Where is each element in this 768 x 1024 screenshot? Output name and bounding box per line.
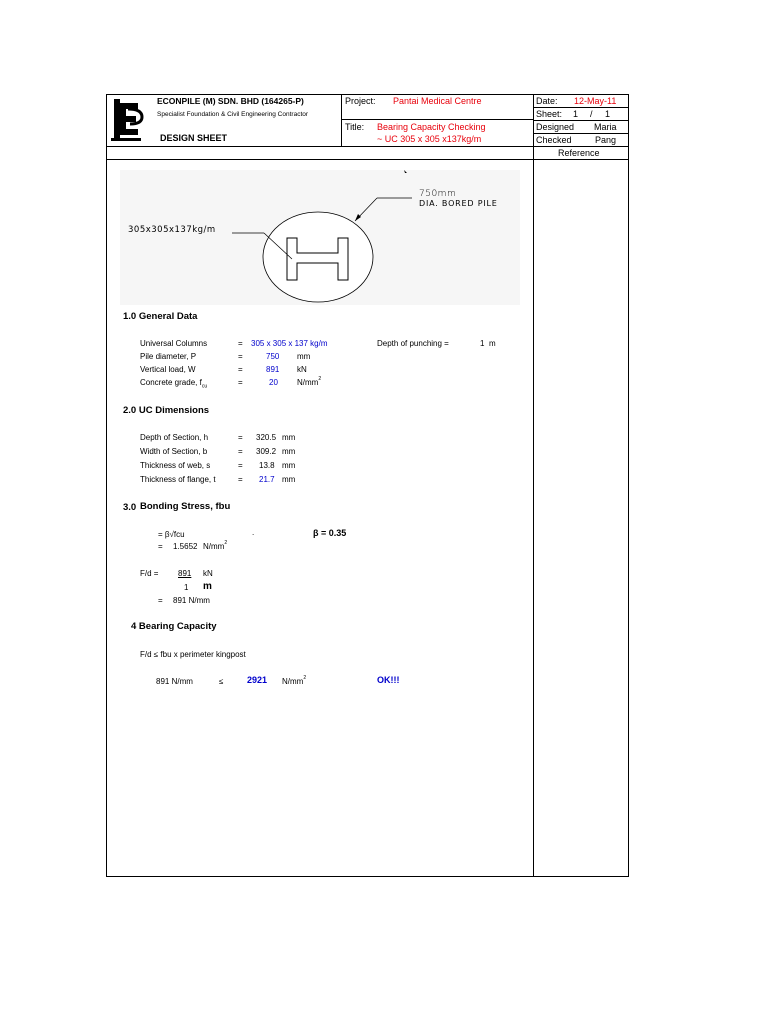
uc-eq-3: =: [238, 475, 243, 484]
bonding-result-unit: $N/mm^2$: [203, 540, 228, 551]
project-value: Pantai Medical Centre: [393, 96, 482, 106]
uc-dimensions-heading: 2.0 UC Dimensions: [123, 405, 210, 416]
gd-eq-0: =: [238, 339, 243, 348]
uc-value-2: 13.8: [259, 461, 275, 470]
gd-eq-1: =: [238, 352, 243, 361]
fd-numerator-unit: kN: [203, 569, 213, 578]
title-line-1: Bearing Capacity Checking: [377, 122, 486, 132]
uc-unit-1: mm: [282, 447, 296, 456]
uc-unit-2: mm: [282, 461, 296, 470]
gd-unit-1: mm: [297, 352, 311, 361]
bonding-formula: = β√fcu: [158, 530, 185, 539]
pile-section-figure: [120, 170, 520, 305]
column-section-label: 305x305x137kg/m: [128, 225, 216, 235]
gd-label-1: Pile diameter, P: [140, 352, 197, 361]
header-line-designed: [533, 133, 629, 134]
sheet-number: 1: [573, 109, 579, 119]
fd-result: 891 N/mm: [173, 596, 210, 605]
uc-value-1: 309.2: [256, 447, 277, 456]
header-divider-1: [341, 94, 342, 146]
uc-value-0: 320.5: [256, 433, 277, 442]
title-line-2: ~ UC 305 x 305 x137kg/m: [377, 134, 482, 144]
bearing-lhs: 891 N/mm: [156, 677, 193, 686]
sheet-separator: /: [590, 109, 593, 119]
fd-denominator: 1: [184, 583, 189, 592]
pile-type-label: DIA. BORED PILE: [419, 199, 498, 208]
bearing-rhs-unit: $N/mm^2$: [282, 675, 307, 686]
gd-unit-3: $N/mm^2$: [297, 376, 322, 387]
bearing-status: OK!!!: [377, 675, 400, 685]
uc-eq-0: =: [238, 433, 243, 442]
uc-unit-3: mm: [282, 475, 296, 484]
header-bottom-line: [106, 146, 629, 147]
checked-label: Checked: [536, 135, 572, 145]
gd-value-3: 20: [269, 378, 278, 387]
uc-eq-1: =: [238, 447, 243, 456]
pile-diameter-label: 750mm: [419, 189, 457, 199]
gd-value-0: 305 x 305 x 137 kg/m: [251, 339, 328, 348]
general-data-heading: 1.0 General Data: [123, 311, 198, 322]
econpile-logo: [110, 97, 146, 143]
gd-value-1: 750: [266, 352, 280, 361]
company-name: ECONPILE (M) SDN. BHD (164265-P): [157, 96, 304, 106]
gd-value-2: 891: [266, 365, 280, 374]
gd-label-3: Concrete grade, $f_{cu}$: [140, 378, 208, 390]
checked-value: Pang: [595, 135, 617, 145]
bonding-section-number: 3.0: [123, 502, 137, 513]
title-label: Title:: [345, 122, 365, 132]
gd-eq-2: =: [238, 365, 243, 374]
reference-column-divider: [533, 94, 534, 877]
project-label: Project:: [345, 96, 376, 106]
header-line-date: [533, 107, 629, 108]
reference-row-line: [106, 159, 629, 160]
reference-label: Reference: [558, 148, 600, 158]
uc-label-1: Width of Section, b: [140, 447, 208, 456]
uc-label-2: Thickness of web, s: [140, 461, 211, 470]
designed-label: Designed: [536, 122, 575, 132]
fd-label: F/d =: [140, 569, 159, 578]
bonding-result-value: 1.5652: [173, 542, 198, 551]
bearing-leq: ≤: [219, 677, 224, 686]
gd-eq-3: =: [238, 378, 243, 387]
date-value: 12-May-11: [574, 96, 617, 106]
bonding-heading: Bonding Stress, fbu: [140, 501, 231, 512]
sheet-type-title: DESIGN SHEET: [160, 133, 228, 143]
sheet-label: Sheet:: [536, 109, 563, 119]
header-line-project: [341, 119, 533, 120]
gd-unit-2: kN: [297, 365, 307, 374]
gd-label-0: Universal Columns: [140, 339, 208, 348]
bonding-formula-dot: .: [252, 528, 255, 537]
date-label: Date:: [536, 96, 558, 106]
company-subtitle: Specialist Foundation & Civil Engineering Contractor: [157, 111, 309, 118]
uc-value-3: 21.7: [259, 475, 275, 484]
gd-label-2: Vertical load, W: [140, 365, 196, 374]
bonding-result-eq: =: [158, 542, 163, 551]
uc-eq-2: =: [238, 461, 243, 470]
fd-result-eq: =: [158, 596, 163, 605]
fd-numerator: 891: [178, 569, 192, 578]
sheet-total: 1: [605, 109, 611, 119]
fd-denominator-unit: m: [203, 581, 212, 592]
header-line-sheet: [533, 120, 629, 121]
uc-label-3: Thickness of flange, t: [140, 475, 216, 484]
punch-unit: m: [489, 339, 496, 348]
uc-label-0: Depth of Section, h: [140, 433, 209, 442]
bearing-heading: 4 Bearing Capacity: [131, 621, 217, 632]
designed-value: Maria: [594, 122, 617, 132]
punch-label: Depth of punching =: [377, 339, 449, 348]
bearing-rhs: 2921: [247, 675, 268, 685]
uc-unit-0: mm: [282, 433, 296, 442]
bearing-condition: F/d ≤ fbu x perimeter kingpost: [140, 650, 246, 659]
punch-value: 1: [480, 339, 485, 348]
beta-value: β = 0.35: [313, 528, 347, 538]
